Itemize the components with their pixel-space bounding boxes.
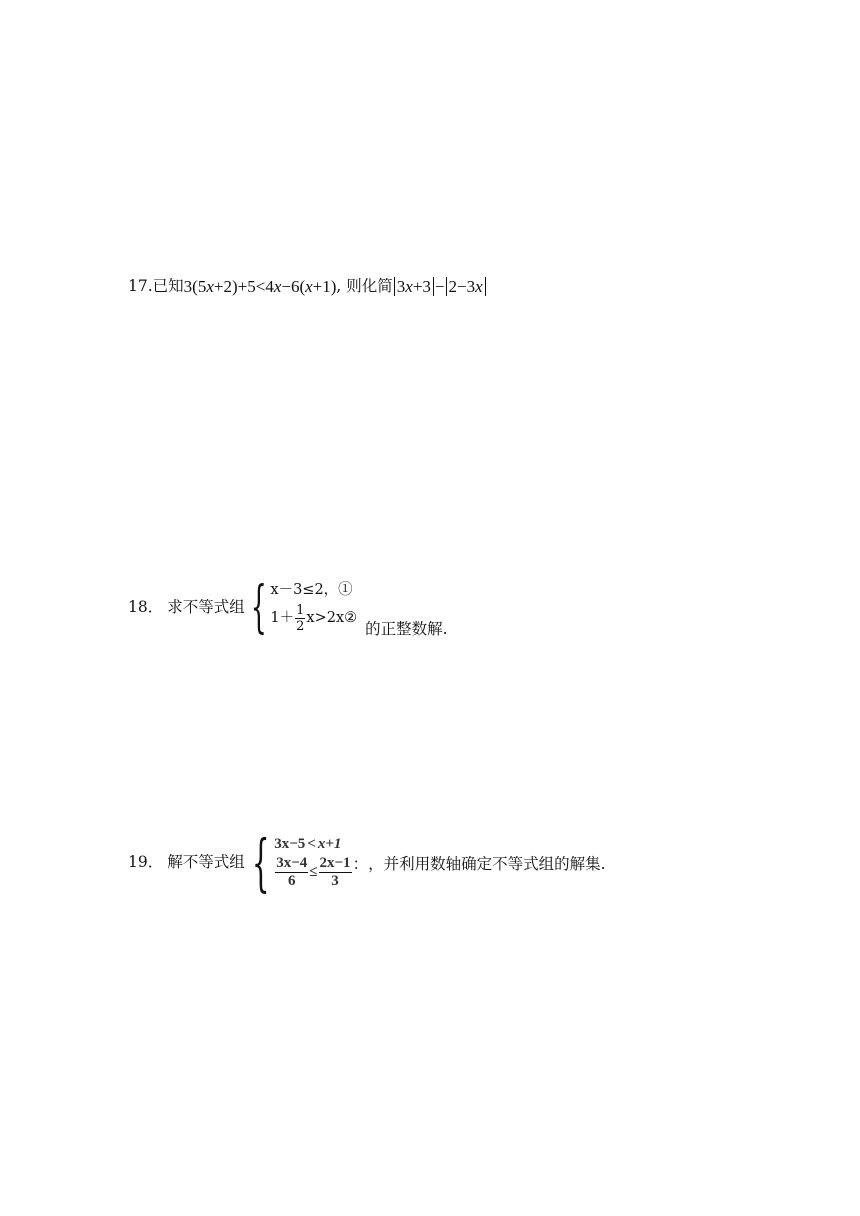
question-intro: 已知 [152, 276, 184, 295]
inequality-expression: 3(5x+2)+5<4x−6(x+1) [183, 277, 337, 296]
inequality-system [274, 837, 352, 889]
question-number: 18． [128, 598, 164, 616]
question-18 [128, 574, 448, 640]
system-line-1: 3x−5 < x+1 [274, 836, 342, 852]
question-separator: , 则化简 [336, 276, 393, 295]
system-line-1: x－3≤2，① [270, 582, 353, 598]
absolute-expression: 3x+3 − 2−3x [393, 278, 487, 295]
question-outro: ，并利用数轴确定不等式组的解集. [368, 855, 606, 874]
question-17 [128, 278, 487, 295]
question-intro: 解不等式组 [167, 853, 245, 872]
left-brace-icon: { [250, 574, 267, 640]
question-colon: ： [352, 855, 369, 874]
question-outro: 的正整数解. [365, 620, 448, 638]
question-intro: 求不等式组 [167, 598, 245, 616]
question-number: 17. [128, 276, 153, 295]
question-number: 19． [128, 853, 164, 872]
system-line-2: $\frac{3x-4}{6}$ ≤ $\frac{2x-1}{3}$ [276, 855, 351, 889]
left-brace-icon: { [251, 826, 270, 899]
question-19 [128, 826, 606, 899]
inequality-system [270, 583, 357, 633]
system-line-2: 1＋ $\frac{1}{2}$ x>2x② [270, 602, 358, 634]
